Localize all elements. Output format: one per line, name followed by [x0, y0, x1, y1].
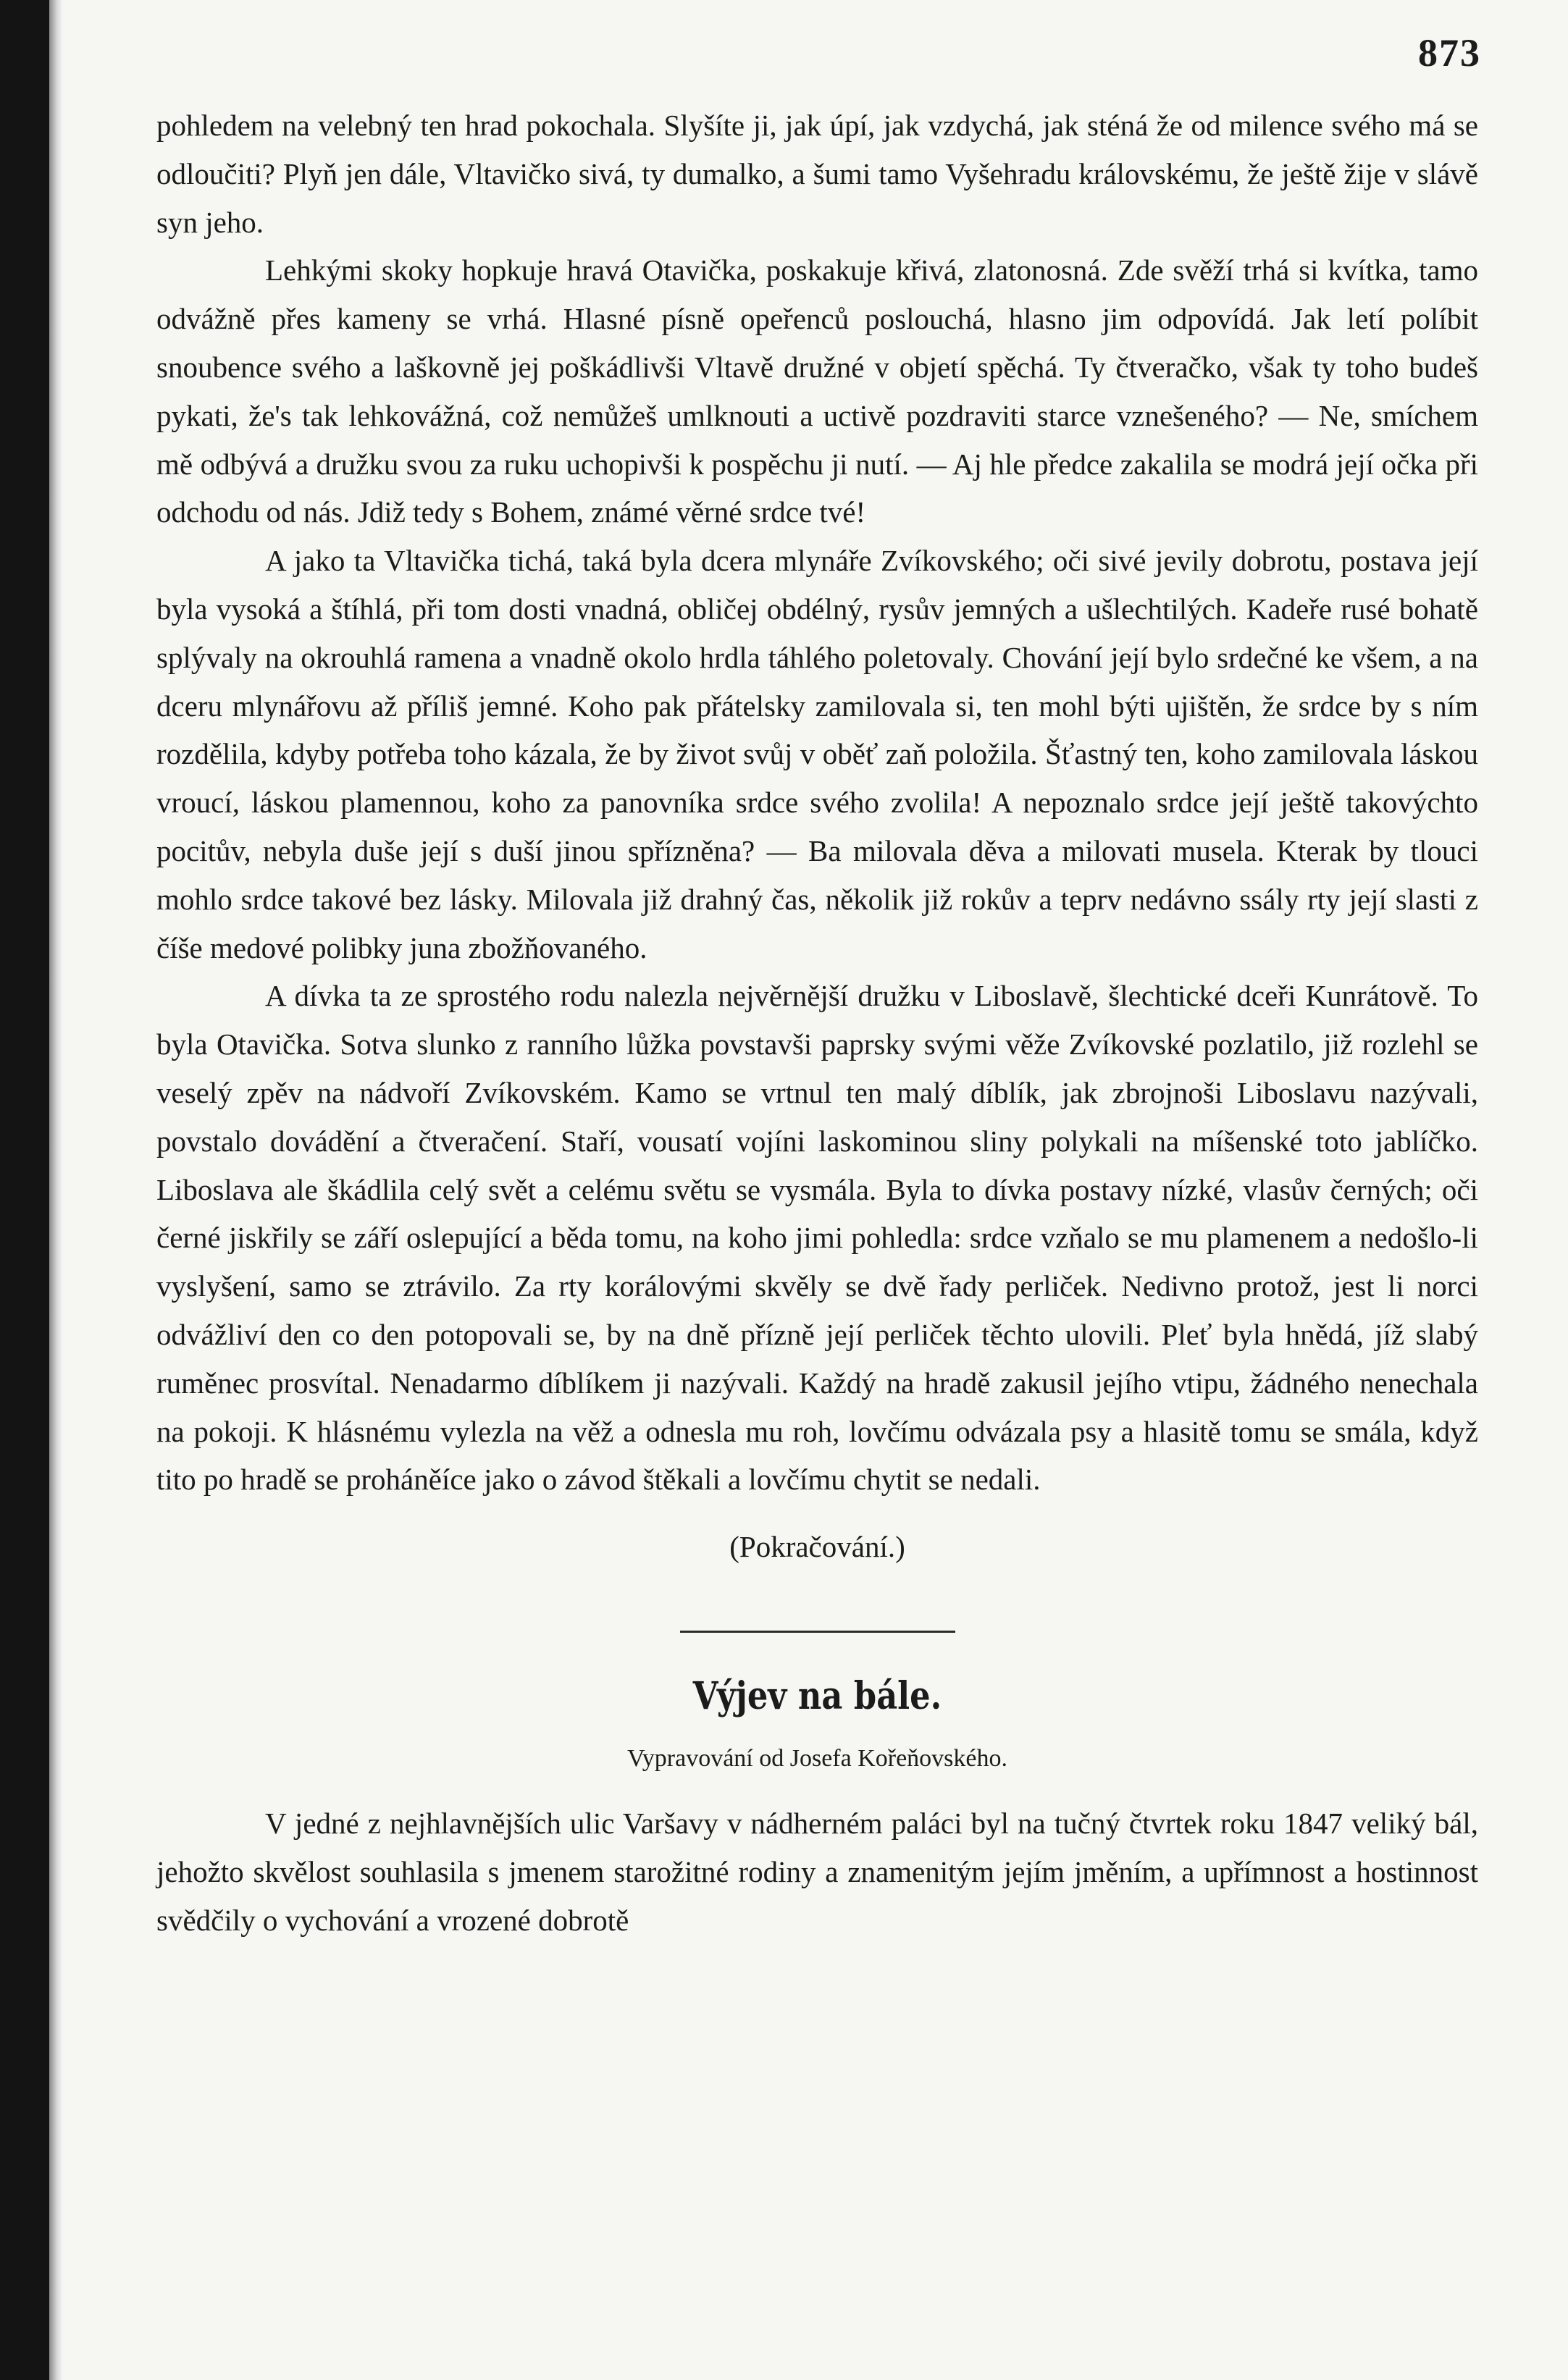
text-column [156, 101, 1478, 1944]
paragraph: V jedné z nejhlavnějších ulic Varšavy v nádherném paláci byl na tučný čtvrtek roku 1847 veliký bál, jehožto skvělost souhlasila s jmenem starožitné rodiny a znamenitým jejím jměním, a upřímnost a hostinnost svědčily o vychování a vrozené dobrotě [156, 1806, 1478, 1937]
paragraph: A dívka ta ze sprostého rodu nalezla nejvěrnější družku v Liboslavě, šlechtické dceři Kunrátově. To byla Otavička. Sotva slunko z ranního lůžka povstavši paprsky svými věže Zvíkovské pozlatilo, již rozlehl se veselý zpěv na nádvoří Zvíkovském. Kamo se vrtnul ten malý díblík, jak zbrojnoši Liboslavu nazývali, povstalo dovádění a čtveračení. Staří, vousatí vojíni laskominou sliny polykali na míšenské toto jablíčko. Liboslava ale škádlila celý svět a celému světu se vysmála. Byla to dívka postavy nízké, vlasův černých; oči černé jiskřily se září oslepující a běda tomu, na koho jimi pohledla: srdce vzňalo se mu plamenem a nedošlo-li vyslyšení, samo se ztrávilo. Za rty korálovými skvěly se dvě řady perliček. Nedivno protož, jest li norci odvážliví den co den potopovali se, by na dně přízně její perliček těchto ulovili. Pleť byla hnědá, jíž slabý ruměnec prosvítal. Nenadarmo díblíkem ji nazývali. Každý na hradě zakusil jejího vtipu, žádného nenechala na pokoji. K hlásnému vylezla na věž a odnesla mu roh, lovčímu odvázala psy a hlasitě tomu se smála, když tito po hradě se proháněíce jako o závod štěkali a lovčímu chytit se nedali. [156, 979, 1478, 1497]
paragraph: pohledem na velebný ten hrad pokochala. Slyšíte ji, jak úpí, jak vzdychá, jak sténá že od milence svého má se odloučiti? Plyň jen dále, Vltavičko sivá, ty dumalko, a šumi tamo Vyšehradu královskému, že ještě žije v slávě syn jeho. [156, 109, 1478, 239]
page-gutter [49, 0, 62, 2380]
article-byline: Vypravování od Josefa Kořeňovského. [627, 1744, 1007, 1772]
article-title: Výjev na bále. [692, 1673, 942, 1718]
paragraph: A jako ta Vltavička tichá, taká byla dcera mlynáře Zvíkovského; oči sivé jevily dobrotu, postava její byla vysoká a štíhlá, při tom dosti vnadná, obličej obdélný, rysův jemných a ušlechtilých. Kadeře rusé bohatě splývaly na okrouhlá ramena a vnadně okolo hrdla táhlého poletovaly. Chování její bylo srdečné ke všem, a na dceru mlynářovu až příliš jemné. Koho pak přátelsky zamilovala si, ten mohl býti ujištěn, že srdce by s ním rozdělila, kdyby potřeba toho kázala, že by život svůj v oběť zaň položila. Šťastný ten, koho zamilovala láskou vroucí, láskou plamennou, koho za panovníka srdce svého zvolila! A nepoznalo srdce její ještě takovýchto pocitův, nebyla duše její s duší jinou spřízněna? — Ba milovala děva a milovati musela. Kterak by tlouci mohlo srdce takové bez lásky. Milovala již drahný čas, několik již rokův a teprv nedávno ssály rty její slasti z číše medové polibky juna zbožňovaného. [156, 544, 1478, 964]
section-divider [680, 1631, 955, 1633]
book-page [62, 0, 1568, 2380]
page-number: 873 [1418, 31, 1481, 75]
book-spine-shadow [0, 0, 49, 2380]
continuation-note: (Pokračování.) [729, 1530, 905, 1564]
paragraph: Lehkými skoky hopkuje hravá Otavička, poskakuje křivá, zlatonosná. Zde svěží trhá si kvítka, tamo odvážně přes kameny se vrhá. Hlasné písně opeřenců poslouchá, hlasno jim odpovídá. Jak letí políbit snoubence svého a laškovně jej poškádlivši Vltavě družné v objetí spěchá. Ty čtveračko, však ty toho budeš pykati, že's tak lehkovážná, což nemůžeš umlknouti a uctivě pozdraviti starce vznešeného? — Ne, smíchem mě odbývá a družku svou za ruku uchopivši k pospěchu ji nutí. — Aj hle předce zakalila se modrá její očka při odchodu od nás. Jdiž tedy s Bohem, známé věrné srdce tvé! [156, 253, 1478, 529]
